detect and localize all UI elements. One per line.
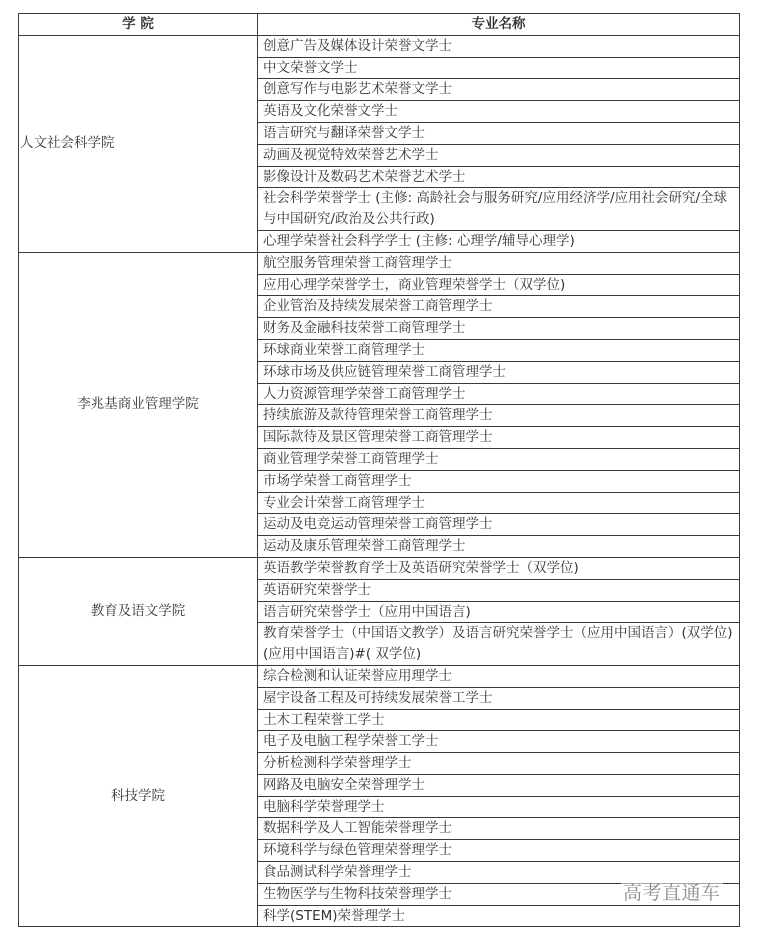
header-major: 专业名称 [258,14,740,36]
major-name: 英语研究荣誉学士 [258,579,740,601]
major-name: 航空服务管理荣誉工商管理学士 [258,252,740,274]
major-name: 心理学荣誉社会科学学士 (主修: 心理学/辅导心理学) [258,230,740,252]
major-name: 分析检测科学荣誉理学士 [258,753,740,775]
major-name: 影像设计及数码艺术荣誉艺术学士 [258,166,740,188]
major-name: 动画及视觉特效荣誉艺术学士 [258,144,740,166]
table-row [19,252,740,274]
table-header-row [19,14,740,36]
major-name: 教育荣誉学士（中国语文教学）及语言研究荣誉学士（应用中国语言）(双学位) (应用中国语言)#( 双学位) [258,623,740,666]
college-name: 教育及语文学院 [19,557,258,665]
major-name: 综合检测和认证荣誉应用理学士 [258,665,740,687]
major-name: 屋宇设备工程及可持续发展荣誉工学士 [258,687,740,709]
major-name: 环球商业荣誉工商管理学士 [258,339,740,361]
major-name: 环球市场及供应链管理荣誉工商管理学士 [258,361,740,383]
major-name: 企业管治及持续发展荣誉工商管理学士 [258,296,740,318]
major-name: 科学(STEM)荣誉理学士 [258,905,740,927]
major-name: 环境科学与绿色管理荣誉理学士 [258,840,740,862]
college-name: 科技学院 [19,665,258,927]
major-name: 电脑科学荣誉理学士 [258,796,740,818]
major-name: 持续旅游及款待管理荣誉工商管理学士 [258,405,740,427]
table-body [19,35,747,927]
major-name: 食品测试科学荣誉理学士 [258,862,740,884]
major-name: 生物医学与生物科技荣誉理学士 [258,883,740,905]
header-college: 学 院 [19,14,258,36]
major-name: 商业管理学荣誉工商管理学士 [258,448,740,470]
major-name: 财务及金融科技荣誉工商管理学士 [258,318,740,340]
table-row [19,35,740,57]
major-name: 人力资源管理学荣誉工商管理学士 [258,383,740,405]
table-row [19,557,740,579]
table-row [19,665,740,687]
major-name: 社会科学荣誉学士 (主修: 高龄社会与服务研究/应用经济学/应用社会研究/全球与中国研究/政治及公共行政) [258,188,740,231]
major-name: 国际款待及景区管理荣誉工商管理学士 [258,427,740,449]
major-name: 土木工程荣誉工学士 [258,709,740,731]
major-name: 网路及电脑安全荣誉理学士 [258,774,740,796]
major-name: 创意广告及媒体设计荣誉文学士 [258,35,740,57]
major-name: 创意写作与电影艺术荣誉文学士 [258,79,740,101]
major-name: 中文荣誉文学士 [258,57,740,79]
college-name: 人文社会科学院 [19,35,258,252]
major-name: 运动及康乐管理荣誉工商管理学士 [258,536,740,558]
major-name: 数据科学及人工智能荣誉理学士 [258,818,740,840]
major-name: 专业会计荣誉工商管理学士 [258,492,740,514]
major-name: 电子及电脑工程学荣誉工学士 [258,731,740,753]
major-name: 英语教学荣誉教育学士及英语研究荣誉学士（双学位) [258,557,740,579]
majors-table [18,13,747,927]
major-name: 市场学荣誉工商管理学士 [258,470,740,492]
major-name: 英语及文化荣誉文学士 [258,101,740,123]
college-name: 李兆基商业管理学院 [19,252,258,557]
major-name: 应用心理学荣誉学士，商业管理荣誉学士（双学位) [258,274,740,296]
majors-table-container [18,13,747,927]
major-name: 语言研究与翻译荣誉文学士 [258,122,740,144]
major-name: 语言研究荣誉学士（应用中国语言) [258,601,740,623]
watermark: 高考直通车 [621,878,723,905]
major-name: 运动及电竞运动管理荣誉工商管理学士 [258,514,740,536]
